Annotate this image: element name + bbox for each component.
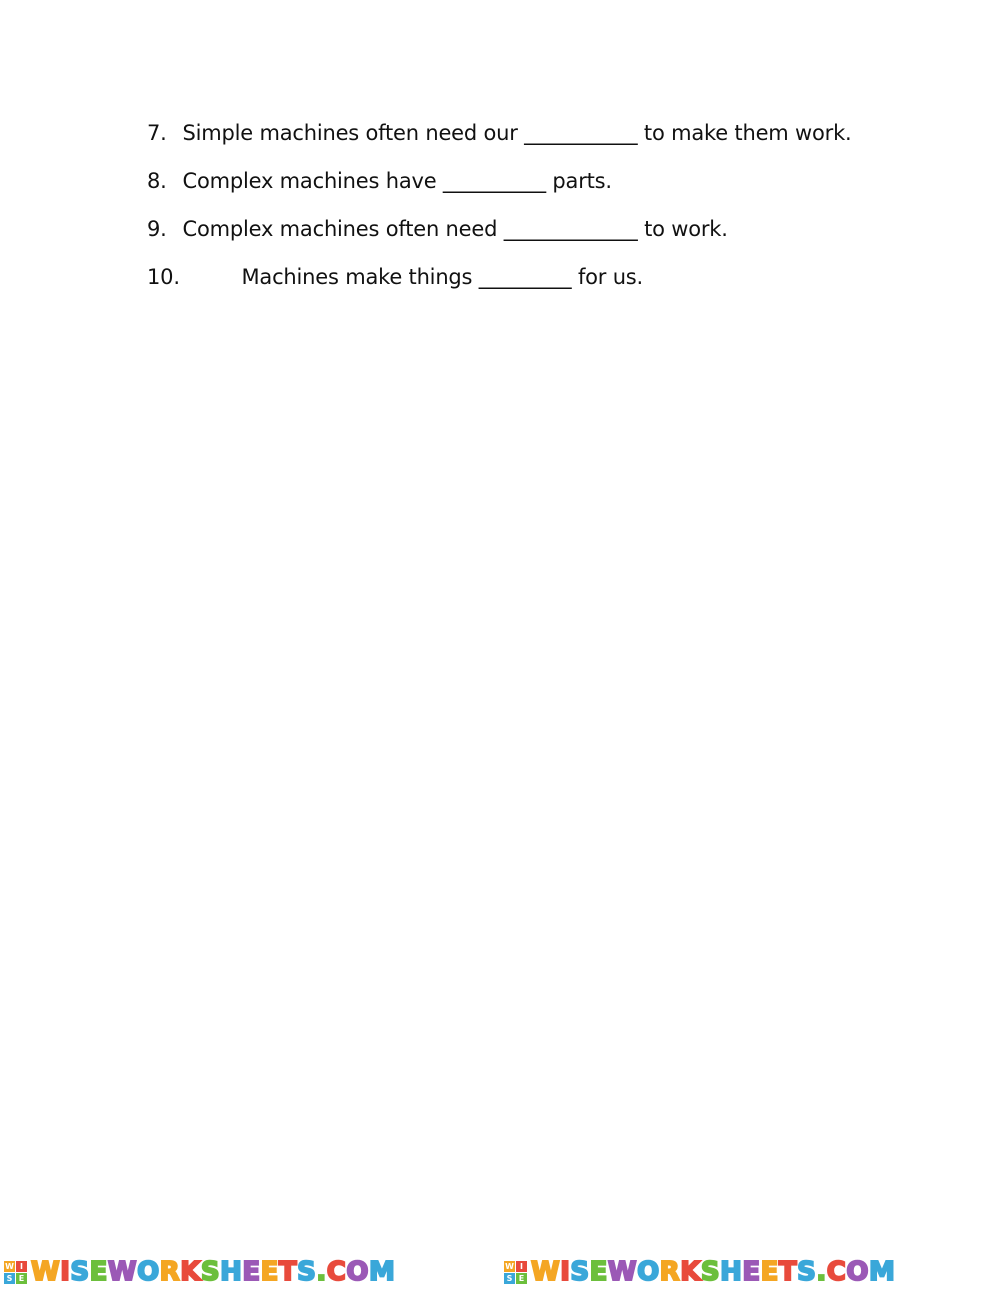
brand-watermark-right — [500, 1257, 1000, 1287]
question-text: Machines make things _________ for us. — [241, 265, 644, 289]
brand-wordmark: WISEWORKSHEETS.COM — [31, 1257, 396, 1287]
question-text: Complex machines have __________ parts. — [182, 169, 612, 193]
question-text: Simple machines often need our ___________ to make them work. — [182, 121, 852, 145]
footer-watermark — [0, 1253, 1000, 1291]
question-9 — [147, 215, 728, 243]
logo-icon: W I S E — [4, 1261, 27, 1284]
question-number: 10. — [147, 265, 180, 289]
question-10 — [147, 263, 643, 291]
question-number: 7. — [147, 121, 167, 145]
question-number: 8. — [147, 169, 167, 193]
brand-wordmark: WISEWORKSHEETS.COM — [531, 1257, 896, 1287]
question-text: Complex machines often need _____________ to work. — [182, 217, 728, 241]
question-7 — [147, 119, 852, 147]
logo-icon: W I S E — [504, 1261, 527, 1284]
question-8 — [147, 167, 612, 195]
question-number: 9. — [147, 217, 167, 241]
brand-watermark-left — [0, 1257, 500, 1287]
